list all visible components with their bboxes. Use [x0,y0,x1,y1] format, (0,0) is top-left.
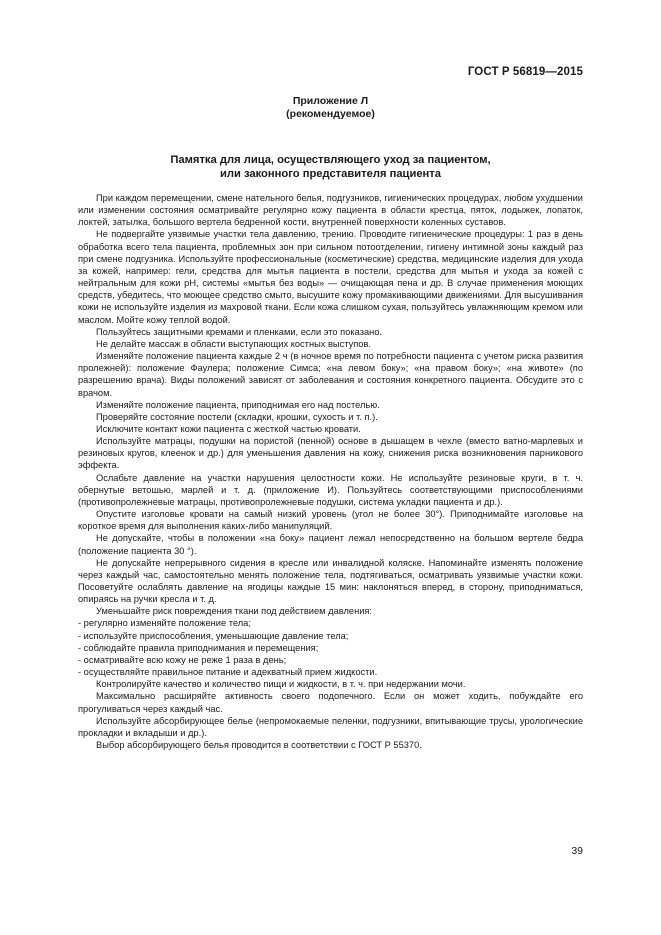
list-item: - осуществляйте правильное питание и адекватный прием жидкости. [78,667,378,678]
paragraph: Выбор абсорбирующего белья проводится в соответствии с ГОСТ Р 55370. [96,740,422,751]
paragraph: Не делайте массаж в области выступающих костных выступов. [96,338,371,349]
paragraph: При каждом перемещении, смене нательного белья, подгузников, гигиенических процедурах, любом ухудшении или изменении состояния осматривайте регулярно кожу пациента в области крестца, пяток, лодыжек, лопаток, локтей, затылка, большого вертела бедренной кости, внутренней поверхности коленных суставов. [78,193,583,228]
paragraph: Контролируйте качество и количество пищи и жидкости, в т. ч. при недержании мочи. [96,679,466,690]
annex-heading [0,95,661,121]
paragraph: Используйте абсорбирующее белье (непромокаемые пеленки, подгузники, впитывающие трусы, урологические прокладки и вкладыши и др.). [78,715,583,738]
memo-title-line-1: Памятка для лица, осуществляющего уход за пациентом, [170,154,491,166]
paragraph: Исключите контакт кожи пациента с жесткой частью кровати. [96,423,361,434]
paragraph: Пользуйтесь защитными кремами и пленками, если это показано. [96,326,383,337]
paragraph: Уменьшайте риск повреждения ткани под действием давления: [96,606,373,617]
paragraph: Используйте матрацы, подушки на пористой (пенной) основе в дышащем в чехле (вместо ватно-марлевых и резиновых кругов, клеенок и др.) для уменьшения давления на кожу, снижения риска возникновения парникового эффекта. [78,436,583,471]
list-item: - осматривайте всю кожу не реже 1 раза в день; [78,654,287,665]
memo-title [0,153,661,181]
page-number: 39 [571,845,583,857]
paragraph: Опустите изголовье кровати на самый низкий уровень (угол не более 30°). Приподнимайте изголовье на короткое время для выполнения каких-либо манипуляций. [78,509,583,532]
paragraph: Не подвергайте уязвимые участки тела давлению, трению. Проводите гигиенические процедуры: 1 раз в день обработка всего тела пациента, проблемных зон при сильном потоотделении, гигиену интимной зоны каждый раз при смене подгузника. Используйте профессиональные (косметические) средства, медицинские изделия для ухода за кожей, например: гели, средства для мытья пациента в постели, средства для мытья и ухода за кожей с нейтральным для кожи pH, системы «мытья без воды» — очищающая пена и др. В случае применения моющих средств, убедитесь, что моющее средство смыто, высушите кожу промакивающими движениями. Для высушивания кожи не используйте изделия из махровой ткани. Если кожа слишком сухая, пользуйтесь увлажняющим кремом или маслом. Мойте кожу теплой водой. [78,229,583,325]
list-item: - используйте приспособления, уменьшающие давление тела; [78,630,349,641]
annex-title: Приложение Л [292,95,369,107]
paragraph: Изменяйте положение пациента, приподнимая его над постелью. [96,399,380,410]
paragraph: Не допускайте, чтобы в положении «на боку» пациент лежал непосредственно на большом вертеле бедра (положение пациента 30 °). [78,533,583,556]
document-standard-header: ГОСТ Р 56819—2015 [467,66,583,78]
memo-title-line-2: или законного представителя пациента [220,168,441,180]
paragraph: Ослабьте давление на участки нарушения целостности кожи. Не используйте резиновые круги, в т. ч. обернутые ветошью, марлей и т. д. (приложение И). Пользуйтесь соответствующими приспособлениями (противопролежневые матрацы, противопролежневые подушки, система укладки пациента и др.). [78,472,583,507]
paragraph: Не допускайте непрерывного сидения в кресле или инвалидной коляске. Напоминайте изменять положение через каждый час, самостоятельно менять положение тела, подтягиваться, осматривать уязвимые участки кожи. Посоветуйте ослаблять давление на ягодицы каждые 15 мин: наклоняться вперед, в сторону, приподниматься, опираясь на ручки кресла и т. д. [78,557,583,605]
annex-status: (рекомендуемое) [286,108,375,120]
list-item: - соблюдайте правила приподнимания и перемещения; [78,642,319,653]
list-item: - регулярно изменяйте положение тела; [78,618,251,629]
paragraph: Изменяйте положение пациента каждые 2 ч (в ночное время по потребности пациента с учетом риска развития пролежней): положение Фаулера; положение Симса; «на левом боку»; «на правом боку»; «на животе» (по разрешению врача). Виды положений зависят от заболевания и состояния конкретного пациента. Обсудите это с врачом. [78,351,583,398]
paragraph: Проверяйте состояние постели (складки, крошки, сухость и т. п.). [96,411,378,422]
paragraph: Максимально расширяйте активность своего подопечного. Если он может ходить, побуждайте его прогуливаться через каждый час. [78,691,583,714]
memo-body [78,192,583,751]
